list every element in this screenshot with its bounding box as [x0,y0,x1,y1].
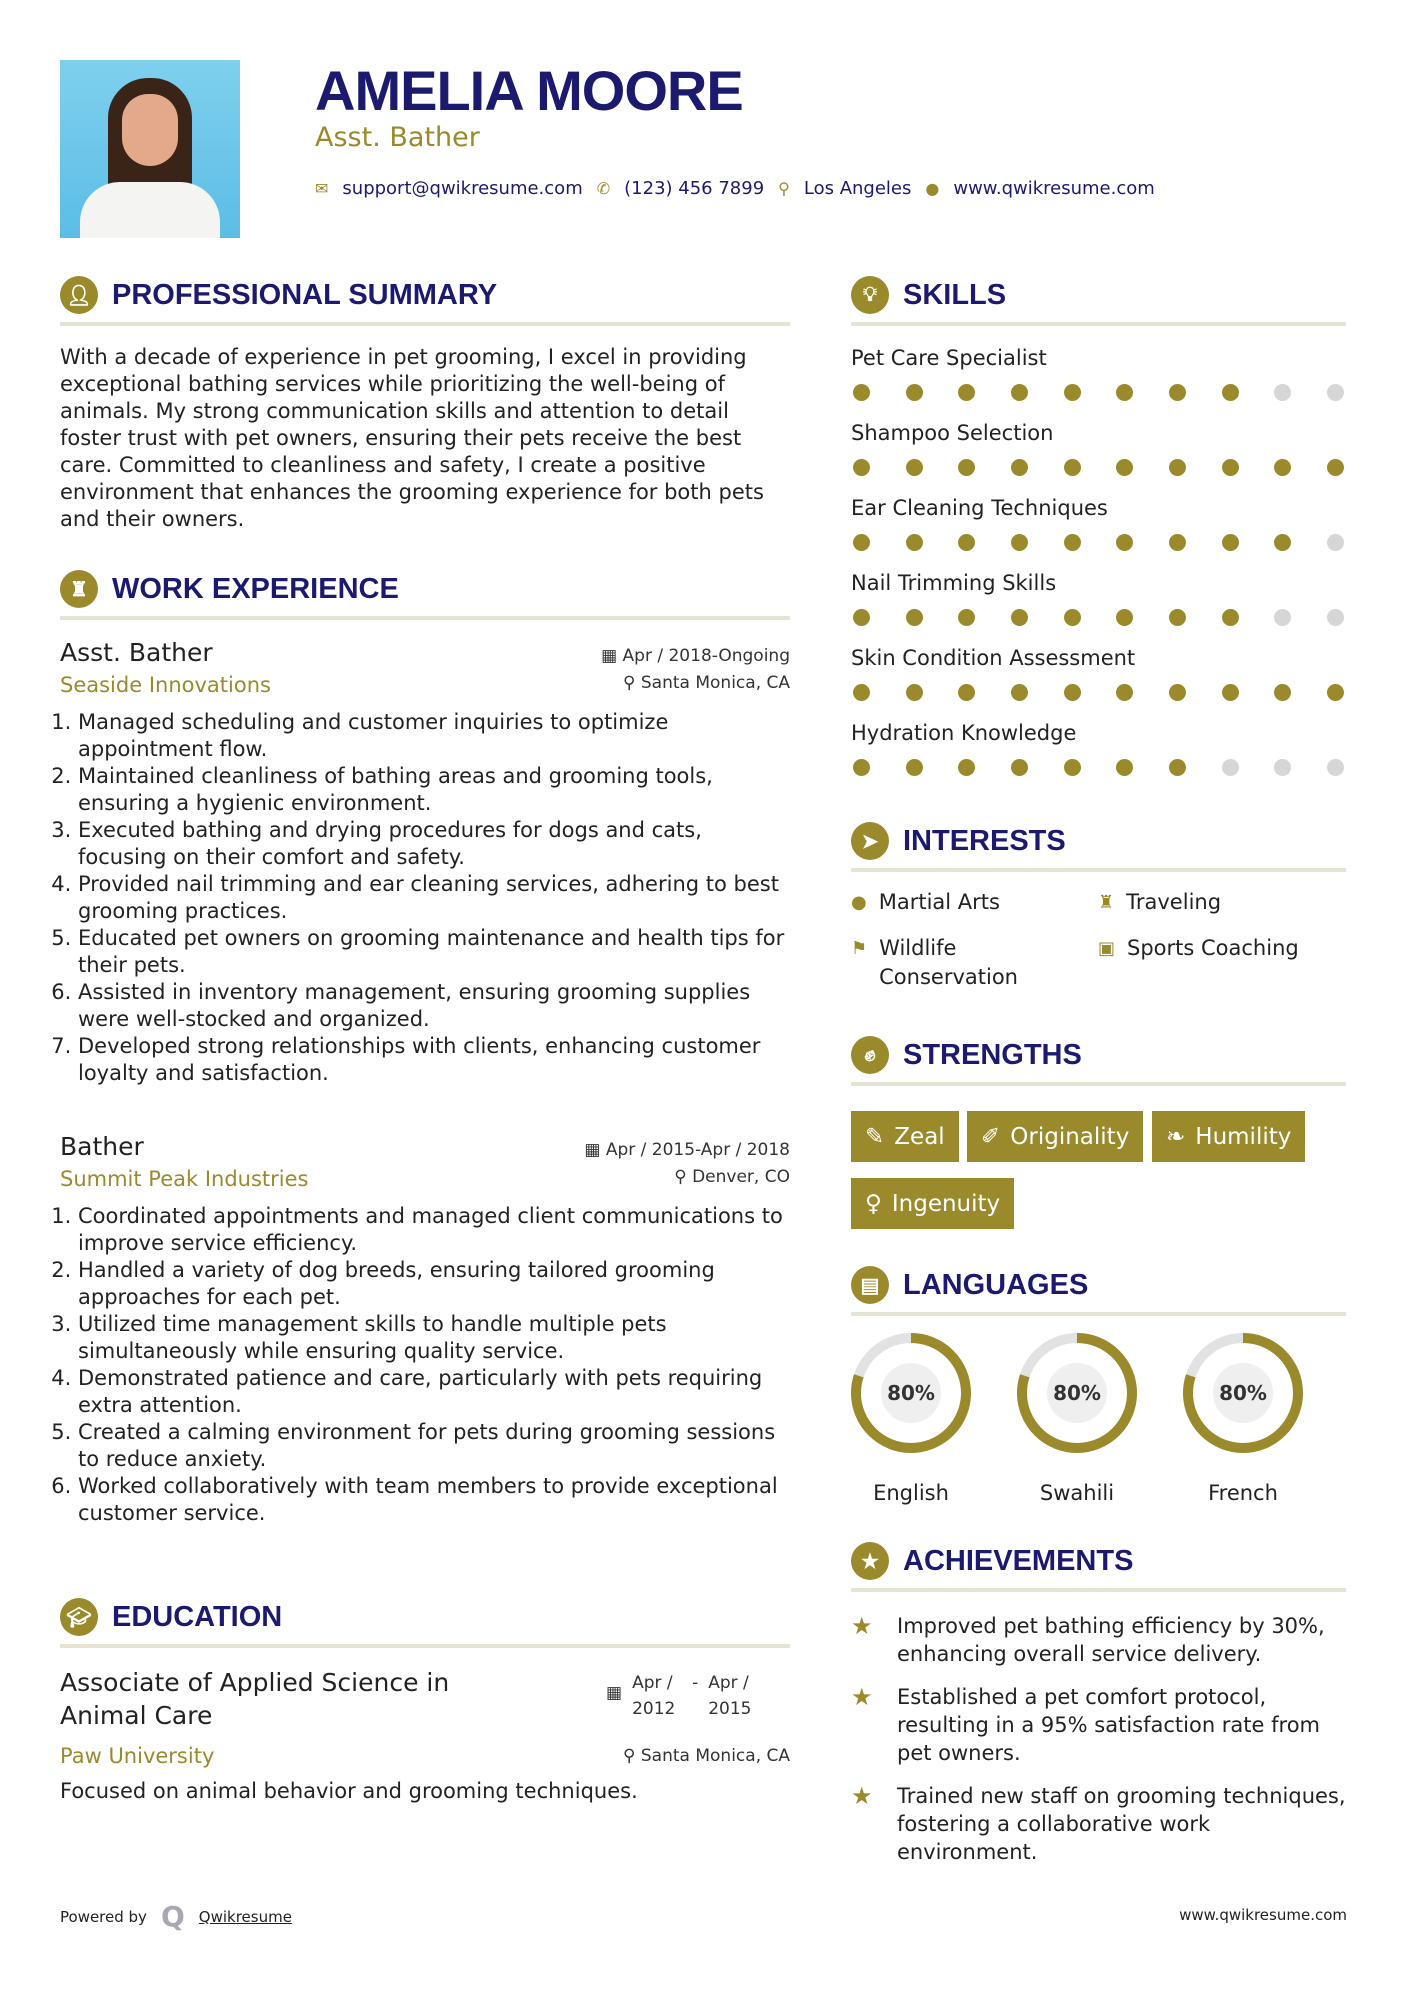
degree-title: Associate of Applied Science in Animal Care [60,1668,450,1730]
languages-heading: ▤ LANGUAGES [851,1266,1088,1304]
rating-dot-filled [1116,609,1133,626]
map-pin-icon: ⚲ [778,179,790,198]
pin-icon: ⚲ [674,1167,693,1187]
job-entry [60,638,790,1087]
interest-item: ▣ Sports Coaching [1098,934,1299,963]
flag-icon: ⚑ [851,938,868,959]
achievement-item: ★ Trained new staff on grooming techniques, fostering a collaborative work environment. [851,1782,1346,1864]
rating-dot-filled [1274,534,1291,551]
phone-text: (123) 456 7899 [624,178,765,199]
rating-dot-empty [1274,609,1291,626]
rating-dot-filled [958,534,975,551]
rating-dot-filled [1169,534,1186,551]
fist-icon: ✊︎ [851,1036,889,1074]
job-bullets: 1. Managed scheduling and customer inquiries to optimize appointment flow. 2. Maintained cleanliness of bathing areas and grooming tools, ensuring a hygienic environment. 3. Executed bathing and drying procedures for dogs and cats, focusing on their comfort and safety. 4. Provided nail trimming and ear cleaning services, adhering to best grooming practices. 5. Educated pet owners on grooming maintenance and health tips for their pets. 6. Assisted in inventory management, ensuring grooming supplies were well-stocked and organized. 7. Developed strong relationships with clients, enhancing customer loyalty and satisfaction. [60,709,790,1087]
rating-dot-filled [1116,534,1133,551]
email-link[interactable]: support@qwikresume.com [342,178,583,199]
website-link[interactable]: www.qwikresume.com [953,178,1155,199]
rating-dot-filled [1169,384,1186,401]
phone-icon: ✆ [596,179,611,198]
school-name: Paw University [60,1744,215,1768]
job-title: Bather [60,1132,144,1161]
globe-icon: ● [925,179,940,198]
strength-badge: ❧ Humility [1152,1111,1305,1162]
rating-dot-filled [853,609,870,626]
translate-icon: ▤ [851,1266,889,1304]
skill-name: Pet Care Specialist [851,346,1047,370]
pin-icon: ⚲ [623,673,641,693]
skill-name: Hydration Knowledge [851,721,1077,745]
pencil-icon: ✐ [981,1123,1001,1150]
star-icon: ★ [851,1683,873,1711]
achievement-item: ★ Established a pet comfort protocol, resulting in a 95% satisfaction rate from pet owners. [851,1683,1321,1765]
rating-dot-filled [1064,759,1081,776]
rating-dot-filled [1116,759,1133,776]
rating-dot-filled [1169,684,1186,701]
rating-dot-filled [1274,459,1291,476]
lightbulb-icon: ♀ [865,1190,882,1217]
rating-dot-filled [1116,684,1133,701]
rating-dot-filled [906,759,923,776]
star-badge-icon: ★ [851,1542,889,1580]
calendar-icon: ▦ [601,646,623,666]
rating-dot-empty [1327,759,1344,776]
rating-dot-filled [853,534,870,551]
skill-rating [851,384,1346,401]
rating-dot-filled [958,759,975,776]
rating-dot-filled [906,459,923,476]
job-location: ⚲ Denver, CO [674,1167,790,1187]
skill-item [851,496,1346,551]
company-name: Summit Peak Industries [60,1167,309,1191]
strengths-heading: ✊︎ STRENGTHS [851,1036,1082,1074]
skill-rating [851,534,1346,551]
language-name: English [873,1481,949,1505]
rating-dot-filled [1011,459,1028,476]
rating-dot-filled [1327,459,1344,476]
rating-dot-filled [906,609,923,626]
interest-item: ● Martial Arts [851,888,1000,917]
rating-dot-filled [1116,459,1133,476]
rating-dot-filled [853,759,870,776]
language-name: French [1208,1481,1278,1505]
contact-bar [315,178,1155,199]
divider [851,868,1346,872]
strength-badge: ♀ Ingenuity [851,1178,1014,1229]
rating-dot-filled [1169,759,1186,776]
footer-website[interactable]: www.qwikresume.com [1179,1906,1347,1924]
language-percent: 80% [1047,1363,1107,1423]
pin-icon: ⚲ [623,1746,641,1766]
language-name: Swahili [1039,1481,1115,1505]
summary-heading: 👤︎ PROFESSIONAL SUMMARY [60,276,497,314]
language-percent: 80% [1213,1363,1273,1423]
rating-dot-filled [853,684,870,701]
star-icon: ★ [851,1782,873,1810]
rating-dot-filled [853,384,870,401]
skills-heading: 💡︎ SKILLS [851,276,1006,314]
job-title: Asst. Bather [60,638,213,667]
skill-item [851,571,1346,626]
strength-badge: ✐ Originality [967,1111,1143,1162]
achievements-heading: ★ ACHIEVEMENTS [851,1542,1133,1580]
envelope-icon: ✉ [315,179,329,198]
job-entry [60,1132,790,1527]
divider [60,322,790,326]
rating-dot-filled [958,609,975,626]
rating-dot-filled [958,459,975,476]
rating-dot-filled [1222,609,1239,626]
leaf-icon: ❧ [1166,1123,1186,1150]
graduate-icon: 🎓︎ [60,1598,98,1636]
rating-dot-filled [1222,459,1239,476]
qwikresume-logo: Q [160,1900,185,1933]
rating-dot-filled [1169,459,1186,476]
skill-item [851,421,1346,476]
education-description: Focused on animal behavior and grooming techniques. [60,1779,638,1803]
rating-dot-empty [1327,609,1344,626]
rating-dot-filled [1222,684,1239,701]
star-icon: ★ [851,1612,873,1640]
divider [60,1644,790,1648]
rating-dot-filled [958,384,975,401]
calendar-icon: ▦ [584,1140,606,1160]
candidate-name: AMELIA MOORE [315,59,743,122]
language-item [1015,1331,1139,1505]
divider [60,616,790,620]
pen-icon: ✎ [865,1123,885,1150]
lightbulb-icon: 💡︎ [851,276,889,314]
rating-dot-filled [1327,684,1344,701]
rating-dot-filled [1064,609,1081,626]
skill-rating [851,684,1346,701]
chair-icon: ♜ [60,570,98,608]
language-item [1181,1331,1305,1505]
rating-dot-filled [1011,684,1028,701]
paper-plane-icon: ➤ [851,822,889,860]
rating-dot-filled [1222,384,1239,401]
location-text: Los Angeles [803,178,912,199]
language-item [849,1331,973,1505]
skill-name: Skin Condition Assessment [851,646,1136,670]
qwikresume-link[interactable]: Qwikresume [198,1907,292,1926]
rating-dot-filled [1222,534,1239,551]
rating-dot-empty [1274,384,1291,401]
rating-dot-filled [853,459,870,476]
divider [851,1312,1346,1316]
skill-rating [851,609,1346,626]
briefcase-icon: ▣ [1098,938,1116,959]
rating-dot-empty [1222,759,1239,776]
rating-dot-filled [1064,684,1081,701]
profile-photo [60,60,240,238]
candidate-title: Asst. Bather [315,122,480,153]
rating-dot-filled [1011,759,1028,776]
interest-item: ⚑ Wildlife Conservation [851,934,1051,992]
job-bullets: 1. Coordinated appointments and managed client communications to improve service efficiency. 2. Handled a variety of dog breeds, ensuring tailored grooming approaches for each pet. 3. Utilized time management skills to handle multiple pets simultaneously while ensuring quality service. 4. Demonstrated patience and care, particularly with pets requiring extra attention. 5. Created a calming environment for pets during grooming sessions to reduce anxiety. 6. Worked collaboratively with team members to provide exceptional customer service. [60,1203,790,1527]
footer-powered: Powered by Q Qwikresume [60,1900,292,1933]
strength-badge: ✎ Zeal [851,1111,959,1162]
rating-dot-filled [906,384,923,401]
language-percent: 80% [881,1363,941,1423]
rating-dot-filled [1064,384,1081,401]
rating-dot-filled [1011,384,1028,401]
interests-heading: ➤ INTERESTS [851,822,1066,860]
job-dates: ▦ Apr / 2015-Apr / 2018 [584,1140,790,1160]
rating-dot-filled [1169,609,1186,626]
skill-rating [851,459,1346,476]
job-location: ⚲ Santa Monica, CA [623,673,790,693]
achievement-item: ★ Improved pet bathing efficiency by 30%, enhancing overall service delivery. [851,1612,1325,1666]
rating-dot-filled [1011,609,1028,626]
skill-name: Ear Cleaning Techniques [851,496,1108,520]
divider [851,1588,1346,1592]
globe-icon: ● [851,892,867,913]
skill-rating [851,759,1346,776]
education-location: ⚲ Santa Monica, CA [623,1746,790,1766]
rating-dot-empty [1327,534,1344,551]
skill-item [851,721,1346,776]
education-dates: ▦ Apr / 2012 - Apr / 2015 [606,1670,758,1722]
rating-dot-empty [1327,384,1344,401]
divider [851,1082,1346,1086]
interest-item: ♜ Traveling [1098,888,1221,917]
rating-dot-filled [1116,384,1133,401]
education-heading: 🎓︎ EDUCATION [60,1598,282,1636]
rating-dot-filled [1274,684,1291,701]
rating-dot-filled [1064,534,1081,551]
work-heading: ♜ WORK EXPERIENCE [60,570,399,608]
binoculars-icon: ♜ [1098,892,1115,913]
skill-name: Nail Trimming Skills [851,571,1057,595]
company-name: Seaside Innovations [60,673,271,697]
rating-dot-filled [906,534,923,551]
skill-item [851,646,1346,701]
user-icon: 👤︎ [60,276,98,314]
rating-dot-filled [958,684,975,701]
rating-dot-empty [1274,759,1291,776]
skill-item [851,346,1346,401]
rating-dot-filled [906,684,923,701]
job-dates: ▦ Apr / 2018-Ongoing [601,646,790,666]
rating-dot-filled [1064,459,1081,476]
divider [851,322,1346,326]
rating-dot-filled [1011,534,1028,551]
calendar-icon: ▦ [606,1683,623,1703]
skill-name: Shampoo Selection [851,421,1054,445]
summary-text: With a decade of experience in pet grooming, I excel in providing exceptional bathing services while prioritizing the well-being of animals. My strong communication skills and attention to detail foster trust with pet owners, ensuring their pets receive the best care. Committed to cleanliness and safety, I create a positive environment that enhances the grooming experience for both pets and their owners. [60,345,764,531]
